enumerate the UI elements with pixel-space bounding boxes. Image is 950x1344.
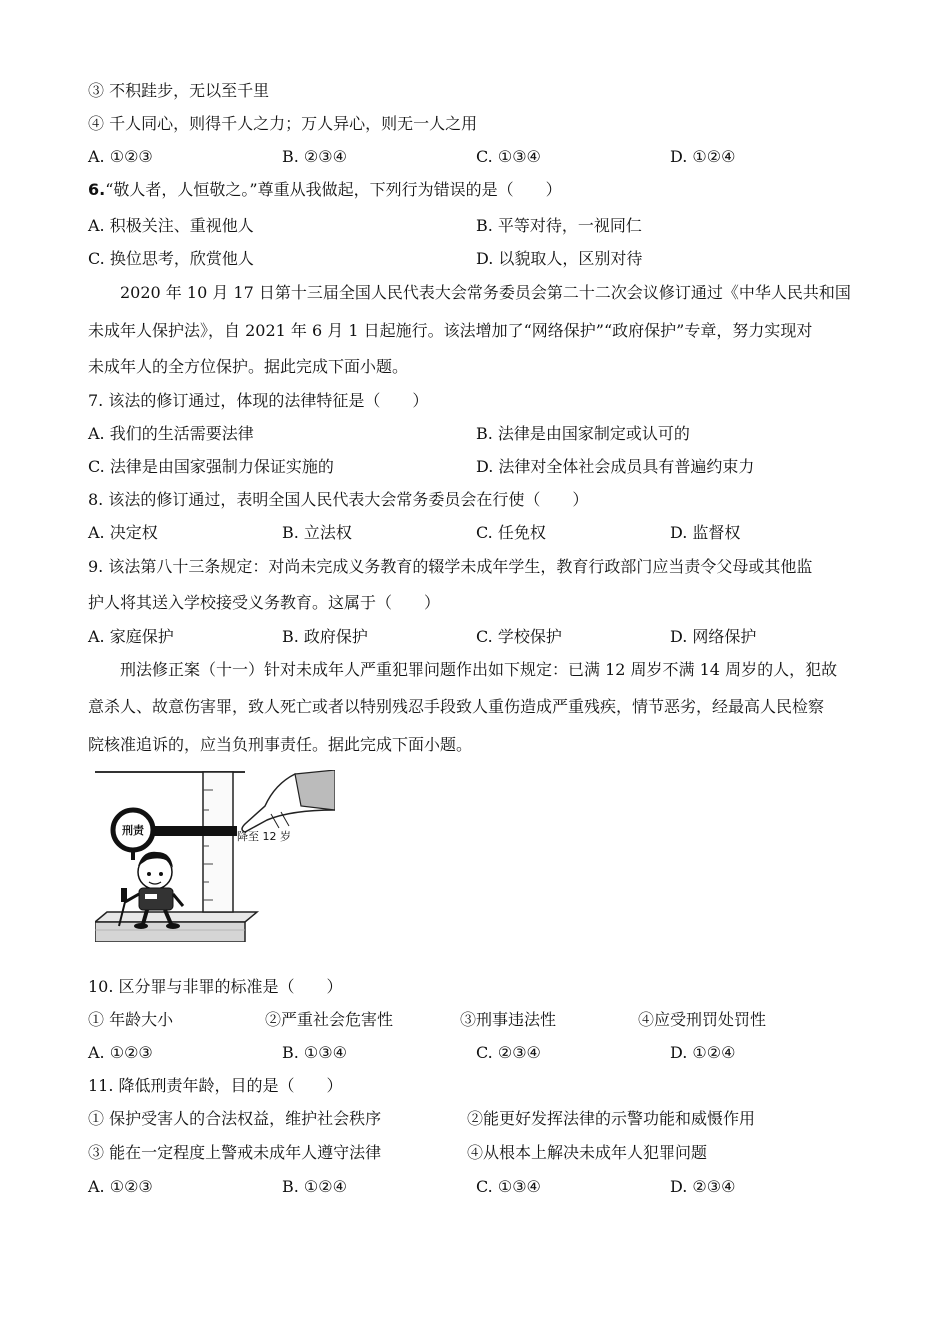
q11-option-c: C. ①③④ — [476, 1177, 541, 1196]
q7-option-c: C. 法律是由国家强制力保证实施的 — [88, 457, 334, 476]
q5-option-c: C. ①③④ — [476, 147, 541, 166]
passage1-line-2: 未成年人保护法》，自 2021 年 6 月 1 日起施行。该法增加了“网络保护”“政府保护”专章，努力实现对 — [88, 321, 813, 340]
q8-option-d: D. 监督权 — [670, 523, 741, 542]
q7-stem: 7. 该法的修订通过，体现的法律特征是（ ） — [88, 391, 429, 410]
q6-option-c: C. 换位思考，欣赏他人 — [88, 249, 254, 268]
q6-option-b: B. 平等对待，一视同仁 — [476, 216, 642, 235]
q9-stem-line-1: 9. 该法第八十三条规定：对尚未完成义务教育的辍学未成年学生，教育行政部门应当责令父母或其他监 — [88, 557, 813, 576]
q9-option-c: C. 学校保护 — [476, 627, 562, 646]
q7-option-d: D. 法律对全体社会成员具有普遍约束力 — [476, 457, 755, 476]
q5-option-a: A. ①②③ — [88, 147, 153, 166]
q5-item-4: ④ 千人同心，则得千人之力；万人异心，则无一人之用 — [88, 114, 478, 133]
q11-item-4: ④从根本上解决未成年人犯罪问题 — [467, 1143, 708, 1162]
q5-option-d: D. ①②④ — [670, 147, 736, 166]
q8-option-c: C. 任免权 — [476, 523, 546, 542]
q9-option-d: D. 网络保护 — [670, 627, 757, 646]
cartoon-image — [95, 770, 335, 942]
ruler-label: 降至 12 岁 — [237, 830, 291, 843]
q5-option-b: B. ②③④ — [282, 147, 347, 166]
q6-stem: “敬人者，人恒敬之。”尊重从我做起，下列行为错误的是（ ） — [105, 180, 562, 199]
passage2-line-1: 刑法修正案（十一）针对未成年人严重犯罪问题作出如下规定：已满 12 周岁不满 14 周岁的人，犯故 — [120, 660, 838, 679]
q11-option-a: A. ①②③ — [88, 1177, 153, 1196]
q8-option-a: A. 决定权 — [88, 523, 158, 542]
q6-stem-line — [88, 179, 562, 201]
q10-stem: 10. 区分罪与非罪的标准是（ ） — [88, 977, 343, 996]
q6-number: 6. — [88, 180, 106, 199]
q10-option-b: B. ①③④ — [282, 1043, 347, 1062]
q11-item-3: ③ 能在一定程度上警戒未成年人遵守法律 — [88, 1143, 382, 1162]
q5-item-3: ③ 不积跬步，无以至千里 — [88, 81, 270, 100]
q10-item-4: ④应受刑罚处罚性 — [638, 1010, 767, 1029]
q10-option-d: D. ①②④ — [670, 1043, 736, 1062]
q11-stem: 11. 降低刑责年龄，目的是（ ） — [88, 1076, 343, 1095]
passage1-line-3: 未成年人的全方位保护。据此完成下面小题。 — [88, 357, 409, 376]
q9-option-b: B. 政府保护 — [282, 627, 368, 646]
ruler — [203, 772, 233, 912]
passage2-line-2: 意杀人、故意伤害罪，致人死亡或者以特别残忍手段致人重伤造成严重残疾，情节恶劣，经最高人民检察 — [88, 697, 825, 716]
passage2-line-3: 院核准追诉的，应当负刑事责任。据此完成下面小题。 — [88, 735, 473, 754]
passage1-line-1: 2020 年 10 月 17 日第十三届全国人民代表大会常务委员会第二十二次会议修订通过《中华人民共和国 — [120, 283, 851, 302]
pointing-hand-icon — [242, 770, 335, 832]
q11-item-2: ②能更好发挥法律的示警功能和威慑作用 — [467, 1109, 756, 1128]
q8-stem: 8. 该法的修订通过，表明全国人民代表大会常务委员会在行使（ ） — [88, 490, 589, 509]
q6-option-a: A. 积极关注、重视他人 — [88, 216, 254, 235]
q11-item-1: ① 保护受害人的合法权益，维护社会秩序 — [88, 1109, 382, 1128]
q11-option-b: B. ①②④ — [282, 1177, 347, 1196]
q11-option-d: D. ②③④ — [670, 1177, 736, 1196]
q10-option-c: C. ②③④ — [476, 1043, 541, 1062]
q7-option-b: B. 法律是由国家制定或认可的 — [476, 424, 690, 443]
q10-item-3: ③刑事违法性 — [460, 1010, 557, 1029]
q6-option-d: D. 以貌取人，区别对待 — [476, 249, 643, 268]
q9-stem-line-2: 护人将其送入学校接受义务教育。这属于（ ） — [88, 593, 441, 612]
q8-option-b: B. 立法权 — [282, 523, 352, 542]
q9-option-a: A. 家庭保护 — [88, 627, 174, 646]
indicator-bar — [153, 826, 237, 836]
magnifier-label: 刑责 — [122, 824, 144, 837]
q10-item-1: ① 年龄大小 — [88, 1010, 174, 1029]
q10-item-2: ②严重社会危害性 — [265, 1010, 394, 1029]
q7-option-a: A. 我们的生活需要法律 — [88, 424, 254, 443]
q10-option-a: A. ①②③ — [88, 1043, 153, 1062]
